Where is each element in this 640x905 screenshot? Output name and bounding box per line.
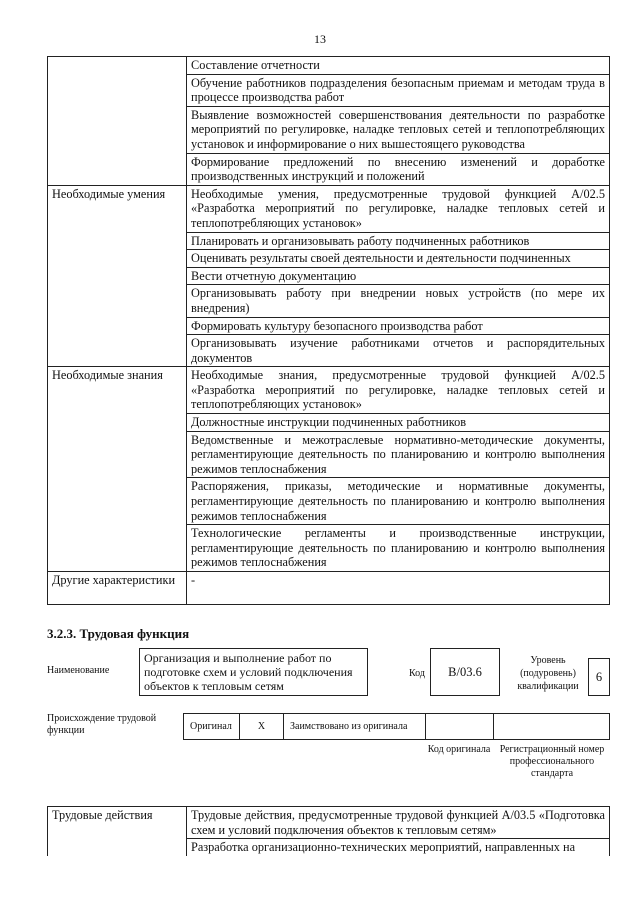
borrowed-label: Заимствовано из оригинала <box>284 714 426 740</box>
name-label: Наименование <box>47 665 110 676</box>
table-cell: Организовывать изучение работниками отчетов и распорядительных документов <box>187 335 610 367</box>
original-code-caption: Код оригинала <box>427 744 491 755</box>
table-row <box>48 572 610 605</box>
table-row <box>48 57 610 75</box>
table-row <box>48 807 610 839</box>
reg-number-caption: Регистрационный номер профессионального стандарта <box>499 744 605 779</box>
table-cell: Составление отчетности <box>187 57 610 75</box>
table-row <box>48 367 610 414</box>
code-label: Код <box>409 668 425 679</box>
actions-table <box>47 806 610 856</box>
table-cell: Выявление возможностей совершенствования деятельности по разработке мероприятий по регулировке, наладке тепловых сетей и теплопотребляющих установок и информирование о них вышестоящего руководства <box>187 106 610 153</box>
table-cell: Трудовые действия, предусмотренные трудовой функцией А/03.5 «Подготовка схем и условий подключения объектов к тепловым сетям» <box>187 807 610 839</box>
table-cell: Вести отчетную документацию <box>187 267 610 285</box>
requirements-table <box>47 56 610 605</box>
level-value-box: 6 <box>588 658 610 696</box>
row-label <box>48 57 187 186</box>
original-label: Оригинал <box>184 714 240 740</box>
table-cell: Оценивать результаты своей деятельности и деятельности подчиненных <box>187 250 610 268</box>
function-name-box: Организация и выполнение работ по подготовке схем и условий подключения объектов к тепловым сетям <box>139 648 368 696</box>
original-code-cell <box>426 714 494 740</box>
row-label-other: Другие характеристики <box>48 572 187 605</box>
table-row <box>48 185 610 232</box>
table-cell: Организовывать работу при внедрении новых устройств (по мере их внедрения) <box>187 285 610 317</box>
table-cell: Обучение работников подразделения безопасным приемам и методам труда в процессе производства работ <box>187 74 610 106</box>
table-cell: Ведомственные и межотраслевые нормативно-методические документы, регламентирующие деятельность по планированию и контролю выполнения режимов теплоснабжения <box>187 431 610 478</box>
table-cell: Технологические регламенты и производственные инструкции, регламентирующие деятельность по планированию и контролю выполнения режимов теплоснабжения <box>187 525 610 572</box>
table-cell: Формировать культуру безопасного производства работ <box>187 317 610 335</box>
original-mark: X <box>240 714 284 740</box>
row-label-skills: Необходимые умения <box>48 185 187 367</box>
table-cell: Распоряжения, приказы, методические и нормативные документы, регламентирующие деятельность по планированию и контролю выполнения режимов теплоснабжения <box>187 478 610 525</box>
table-cell: Планировать и организовывать работу подчиненных работников <box>187 232 610 250</box>
table-cell: - <box>187 572 610 605</box>
function-code-box: B/03.6 <box>430 648 500 696</box>
origin-table <box>183 713 610 740</box>
row-label-knowledge: Необходимые знания <box>48 367 187 572</box>
row-label-actions: Трудовые действия <box>48 807 187 856</box>
reg-number-cell <box>494 714 610 740</box>
table-cell: Разработка организационно-технических мероприятий, направленных на <box>187 839 610 856</box>
section-heading: 3.2.3. Трудовая функция <box>47 626 190 641</box>
origin-label: Происхождение трудовой функции <box>47 713 157 736</box>
table-cell: Должностные инструкции подчиненных работников <box>187 414 610 432</box>
table-cell: Необходимые умения, предусмотренные трудовой функцией А/02.5 «Разработка мероприятий по регулировке, наладке тепловых сетей и теплопотребляющих установок» <box>187 185 610 232</box>
page-number: 13 <box>314 32 326 46</box>
table-cell: Необходимые знания, предусмотренные трудовой функцией А/02.5 «Разработка мероприятий по регулировке, наладке тепловых сетей и теплопотребляющих установок» <box>187 367 610 414</box>
level-label: Уровень (подуровень) квалификации <box>517 655 579 692</box>
table-cell: Формирование предложений по внесению изменений и доработке производственных инструкций и положений <box>187 153 610 185</box>
